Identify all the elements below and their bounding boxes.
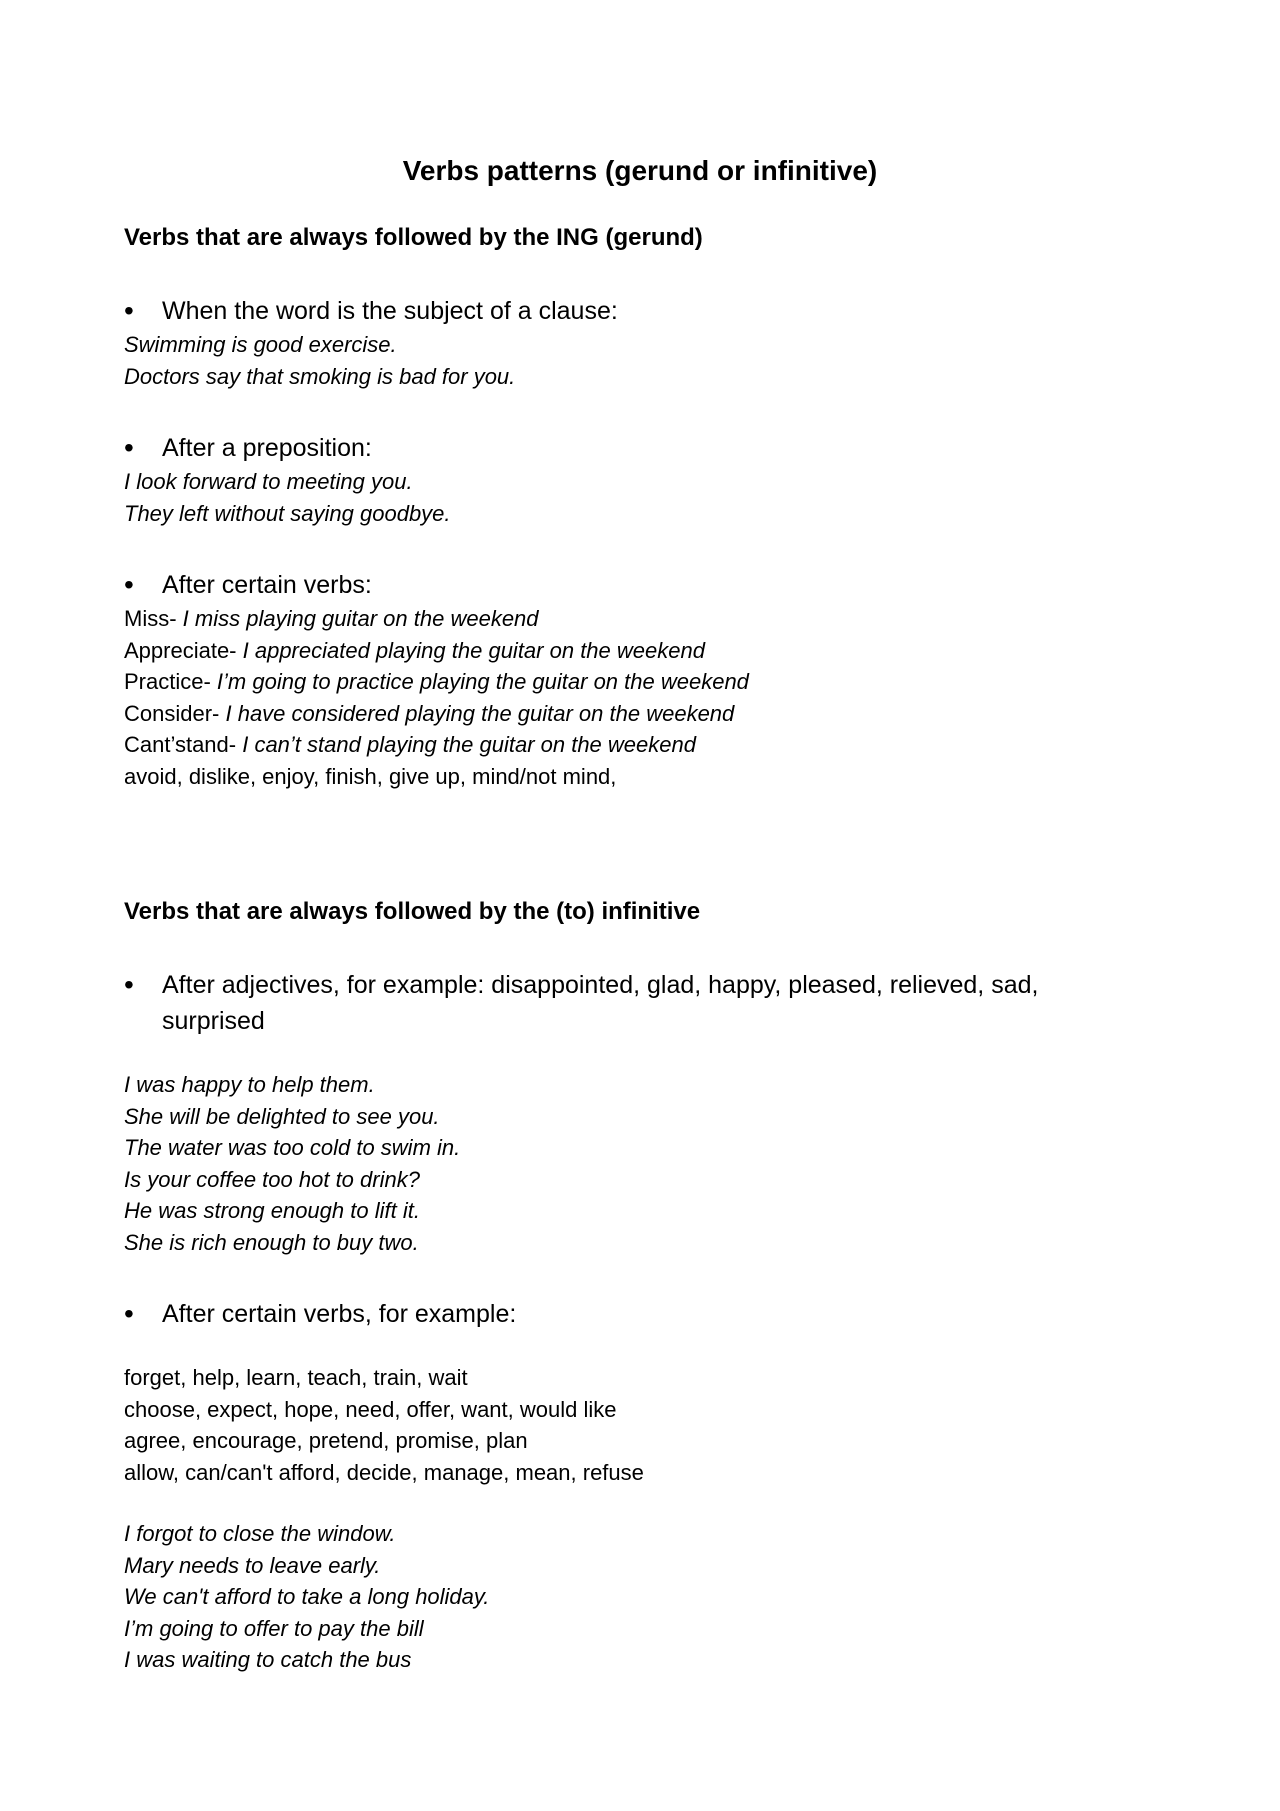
verb-list-line: choose, expect, hope, need, offer, want, would like	[124, 1396, 617, 1422]
verb-example: I can’t stand playing the guitar on the weekend	[242, 732, 696, 757]
verb-example-row	[124, 666, 1220, 698]
verb-example: I appreciated playing the guitar on the weekend	[242, 637, 705, 663]
gerund-heading: Verbs that are always followed by the ING (gerund)	[124, 224, 703, 251]
verb-list-line: forget, help, learn, teach, train, wait	[124, 1365, 468, 1390]
verb-example-row	[124, 603, 1220, 635]
infinitive-examples	[124, 1518, 1220, 1676]
example-line: She will be delighted to see you.	[124, 1103, 440, 1129]
verb-example: I have considered playing the guitar on the weekend	[225, 700, 735, 726]
verb-label: Appreciate-	[124, 637, 243, 663]
verb-list-line: allow, can/can't afford, decide, manage, mean, refuse	[124, 1459, 644, 1485]
bullet-preposition: • After a preposition:	[124, 430, 1220, 466]
example-line: He was strong enough to lift it.	[124, 1198, 420, 1223]
example-line: I was happy to help them.	[124, 1072, 375, 1097]
verb-label: Miss-	[124, 606, 183, 631]
example-line: She is rich enough to buy two.	[124, 1229, 419, 1255]
verb-example: I’m going to practice playing the guitar on the weekend	[216, 669, 749, 694]
more-verbs: avoid, dislike, enjoy, finish, give up, mind/not mind,	[124, 763, 617, 789]
preposition-examples	[124, 466, 1220, 529]
subject-examples	[124, 329, 1220, 392]
verb-label: Consider-	[124, 700, 226, 726]
example-line: I’m going to offer to pay the bill	[124, 1615, 424, 1641]
infinitive-heading: Verbs that are always followed by the (to) infinitive	[124, 898, 701, 925]
example-line: I forgot to close the window.	[124, 1521, 396, 1546]
gerund-verb-list	[124, 603, 1220, 792]
adjective-examples	[124, 1069, 1220, 1258]
example-line: Doctors say that smoking is bad for you.	[124, 363, 516, 389]
bullet-certain-verbs: • After certain verbs:	[124, 567, 1220, 603]
example-line: Swimming is good exercise.	[124, 332, 397, 357]
example-line: Is your coffee too hot to drink?	[124, 1166, 420, 1192]
example-line: They left without saying goodbye.	[124, 500, 451, 526]
example-line: Mary needs to leave early.	[124, 1552, 381, 1578]
verb-example-row	[124, 698, 1220, 730]
bullet-subject: • When the word is the subject of a clause:	[124, 293, 1220, 329]
example-line: The water was too cold to swim in.	[124, 1135, 461, 1160]
bullet-infinitive-verbs: • After certain verbs, for example:	[124, 1296, 1220, 1332]
example-line: I was waiting to catch the bus	[124, 1647, 412, 1672]
infinitive-section	[124, 898, 1220, 1676]
verb-label: Cant’stand-	[124, 732, 243, 757]
verb-label: Practice-	[124, 669, 217, 694]
verb-example-row	[124, 635, 1220, 667]
example-line: I look forward to meeting you.	[124, 469, 413, 494]
example-line: We can't afford to take a long holiday.	[124, 1584, 490, 1609]
verb-example: I miss playing guitar on the weekend	[182, 606, 539, 631]
gerund-section	[124, 224, 1220, 792]
verb-list-line: agree, encourage, pretend, promise, plan	[124, 1428, 528, 1453]
infinitive-verb-lists	[124, 1362, 1220, 1488]
bullet-adjectives: • After adjectives, for example: disappointed, glad, happy, pleased, relieved, sad, surprised	[124, 967, 1220, 1039]
verb-example-row	[124, 729, 1220, 761]
page-title: Verbs patterns (gerund or infinitive)	[402, 155, 878, 186]
